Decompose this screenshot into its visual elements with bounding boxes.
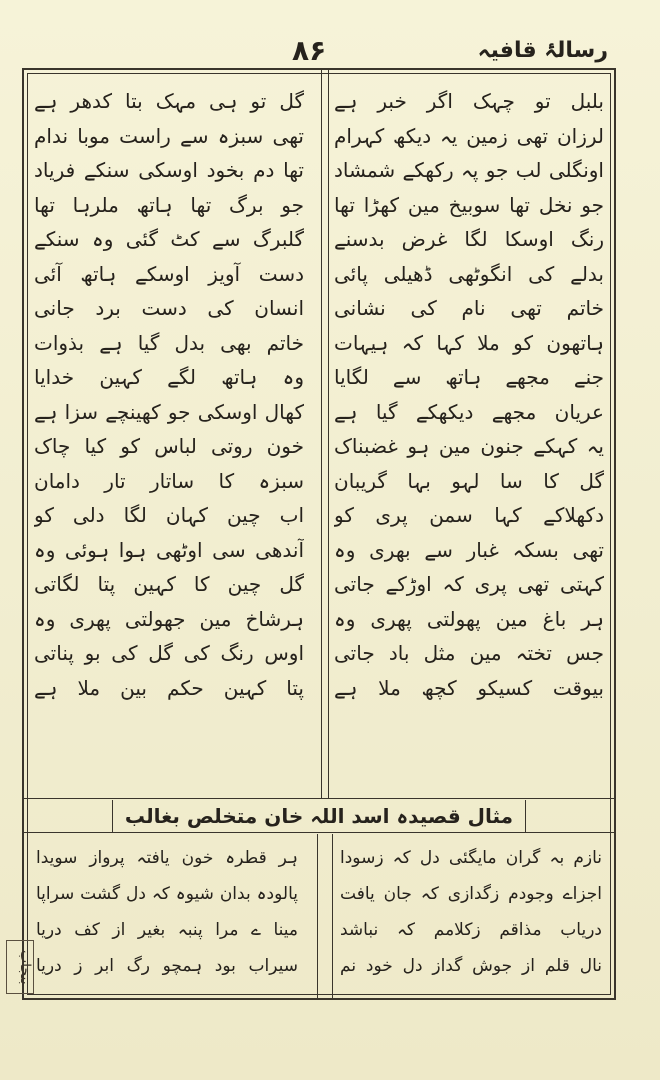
verse-line: پتا کہین حکم بین ملا ہے	[34, 675, 304, 700]
verse-line: انسان کی دست برد جانی	[34, 296, 304, 320]
verse-line: بیوقت کسیکو کچھ ملا ہے	[334, 675, 604, 700]
verse-line: دکھلاکے کہا سمن پری کو	[334, 503, 604, 527]
verse-line: جو برگ تھا ہاتھ ملرہا تھا	[34, 192, 304, 217]
margin-stamp: بنجاب	[6, 940, 34, 994]
verse-line: اجزاے وجودم زگدازی کہ جان یافت	[340, 884, 602, 904]
verse-line: عریان مجھے دیکھکے گیا ہے	[334, 399, 604, 424]
verse-line: دریاب مذاقم زکلامم کہ نباشد	[340, 920, 602, 940]
verse-line: گل چین کا کہین پتا لگاتی	[34, 572, 304, 596]
right-column	[334, 84, 604, 705]
verse-line: ہر قطرہ خون یافتہ پرواز سویدا	[36, 848, 298, 868]
verse-line: تھا دم بخود اوسکی سنکے فریاد	[34, 158, 304, 182]
verse-line: نال قلم از جوش گداز دل خود نم	[340, 956, 602, 976]
verse-line: بدلے کی انگوٹھی ڈھیلی پائی	[334, 261, 604, 286]
verse-line: گل تو ہی مہک بتا کدھر ہے	[34, 89, 304, 113]
verse-line: آندھی سی اوٹھی ہوا ہوئی وہ	[34, 537, 304, 562]
verse-line: تھی بسکہ غبار سے بھری وہ	[334, 537, 604, 562]
verse-line: ہرشاخ مین جھولتی پھری وہ	[34, 606, 304, 631]
verse-line: وہ ہاتھ لگے کہین خدایا	[34, 365, 304, 389]
section-rule-bottom	[24, 832, 614, 833]
running-title: رسالۂ قافیہ	[477, 38, 608, 63]
section-heading-band	[24, 798, 614, 832]
verse-line: جس تختہ مین مثل باد جاتی	[334, 641, 604, 665]
section-heading: مثال قصیدہ اسد اللہ خان متخلص بغالب	[112, 800, 526, 832]
page-number: ۸۶	[292, 34, 327, 67]
verse-line: سیراب بود ہمچو رگ ابر ز دریا	[36, 956, 298, 976]
verse-line: پالودہ بدان شیوہ کہ دل گشت سراپا	[36, 884, 298, 904]
verse-line: خاتم تھی نام کی نشانی	[334, 296, 604, 320]
verse-line: خاتم بھی بدل گیا ہے بذوات	[34, 330, 304, 355]
verse-line: اب چین کہان لگا دلی کو	[34, 503, 304, 527]
verse-line: مینا ے مرا پنبہ بغیر از کف دریا	[36, 920, 298, 940]
text-frame	[22, 68, 616, 1000]
verse-line: گل کا سا لہو بہا گریبان	[334, 468, 604, 493]
verse-line: اونگلی لب جو پہ رکھکے شمشاد	[334, 158, 604, 182]
lower-right-column	[340, 840, 602, 984]
lower-left-column	[36, 840, 298, 984]
verse-line: جنے مجھے ہاتھ سے لگایا	[334, 365, 604, 389]
verse-line: رنگ اوسکا لگا غرض بدسنے	[334, 227, 604, 251]
verse-line: لرزان تھی زمین یہ دیکھ کہرام	[334, 123, 604, 148]
verse-line: گلبرگ سے کٹ گئی وہ سنکے	[34, 227, 304, 251]
verse-line: جو نخل تھا سوبیخ مین کھڑا تھا	[334, 192, 604, 217]
lower-column-divider	[317, 834, 333, 998]
verse-line: تھی سبزہ سے راست موبا ندام	[34, 123, 304, 148]
verse-line: دست آویز اوسکے ہاتھ آئی	[34, 261, 304, 286]
verse-line: اوس رنگ کی گل کی بو پناتی	[34, 641, 304, 665]
verse-line: ہر باغ مین پھولتی پھری وہ	[334, 606, 604, 631]
verse-line: کہتی تھی پری کہ اوڑکے جاتی	[334, 572, 604, 596]
verse-line: سبزہ کا ساتار تار دامان	[34, 468, 304, 493]
verse-line: نازم بہ گران مایگئی دل کہ زسودا	[340, 848, 602, 868]
page-header	[22, 34, 616, 68]
left-column	[34, 84, 304, 705]
column-divider	[321, 70, 329, 798]
verse-line: بلبل تو چہک اگر خبر ہے	[334, 89, 604, 113]
verse-line: ہاتھون کو ملا کہا کہ ہیہات	[334, 330, 604, 355]
verse-line: خون روتی لباس کو کیا چاک	[34, 434, 304, 458]
verse-line: کھال اوسکی جو کھینچے سزا ہے	[34, 399, 304, 424]
verse-line: یہ کہکے جنون مین ہو غضبناک	[334, 434, 604, 458]
